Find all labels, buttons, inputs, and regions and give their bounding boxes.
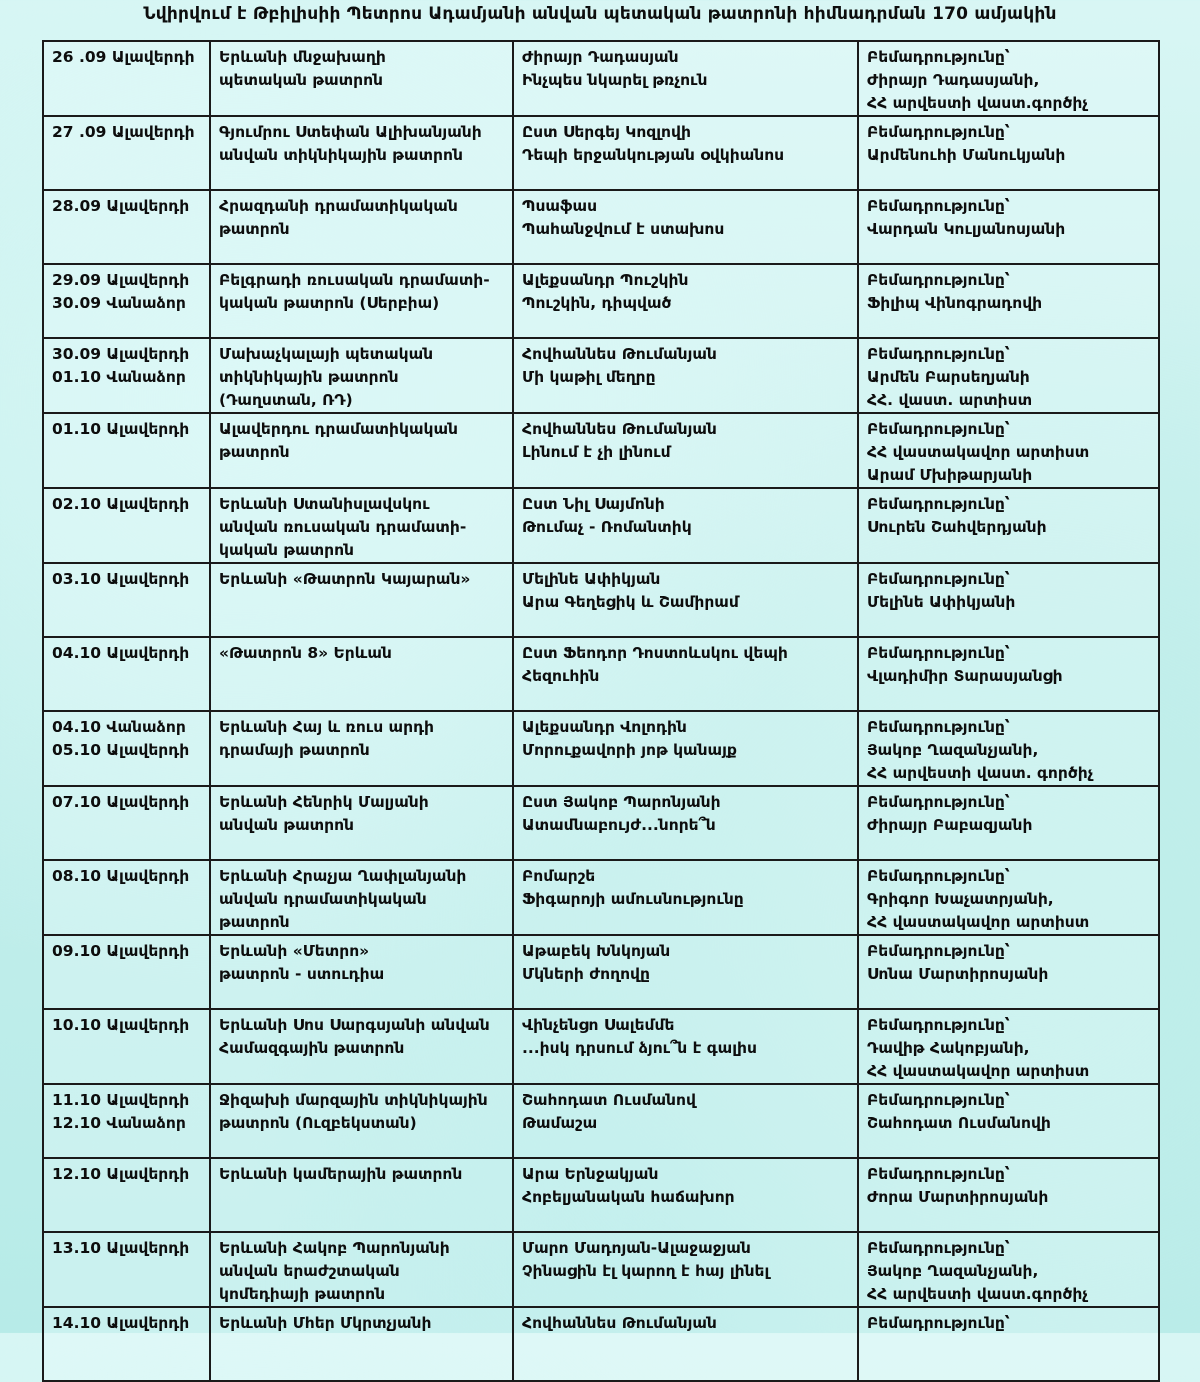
director-line: Արամ Մխիթարյանի bbox=[867, 466, 1033, 484]
theatre-line: կական թատրոն (Սերբիա) bbox=[219, 294, 440, 312]
director-line: Բեմադրությունը՝ bbox=[867, 1165, 1010, 1183]
director-line: Բեմադրությունը՝ bbox=[867, 570, 1010, 588]
director-line: Ֆիլիպ Վինոգրադովի bbox=[867, 294, 1043, 312]
theatre-line: Երևանի Մհեր Մկրտչյանի bbox=[219, 1314, 432, 1332]
date-cell bbox=[43, 41, 210, 116]
table-row bbox=[43, 1084, 1159, 1158]
theatre-cell bbox=[210, 1158, 513, 1232]
date-line: 02.10 Ալավերդի bbox=[52, 495, 190, 513]
play-line: Թամաշա bbox=[522, 1114, 598, 1132]
date-cell bbox=[43, 338, 210, 413]
play-line: Մարո Մադոյան-Ալաջաջյան bbox=[522, 1239, 751, 1257]
theatre-line: պետական թատրոն bbox=[219, 71, 383, 89]
director-cell bbox=[858, 1307, 1159, 1381]
play-line: Պուշկին, դիպված bbox=[522, 294, 672, 312]
play-cell bbox=[513, 1232, 858, 1307]
theatre-cell bbox=[210, 935, 513, 1009]
play-line: Պահանջվում է ստախոս bbox=[522, 220, 725, 238]
theatre-cell bbox=[210, 1232, 513, 1307]
director-line: Բեմադրությունը՝ bbox=[867, 718, 1010, 736]
play-cell bbox=[513, 264, 858, 338]
play-line: Ժիրայր Դադասյան bbox=[522, 48, 679, 66]
date-cell bbox=[43, 563, 210, 637]
director-line: Վլադիմիր Տարասյանցի bbox=[867, 667, 1063, 685]
theatre-line: տիկնիկային թատրոն bbox=[219, 368, 399, 386]
theatre-line: Բելգրադի ռուսական դրամատի- bbox=[219, 271, 490, 289]
play-cell bbox=[513, 190, 858, 264]
theatre-line: Համազգային թատրոն bbox=[219, 1039, 405, 1057]
play-cell bbox=[513, 935, 858, 1009]
director-cell bbox=[858, 563, 1159, 637]
theatre-line: կական թատրոն bbox=[219, 541, 354, 559]
table-row bbox=[43, 338, 1159, 413]
table-row bbox=[43, 1232, 1159, 1307]
date-cell bbox=[43, 116, 210, 190]
date-cell bbox=[43, 860, 210, 935]
date-line: 01.10 Ալավերդի bbox=[52, 420, 190, 438]
director-line: ՀՀ վաստակավոր արտիստ bbox=[867, 443, 1090, 461]
date-line: 04.10 Ալավերդի bbox=[52, 644, 190, 662]
play-line: Ալեքսանդր Պուշկին bbox=[522, 271, 689, 289]
theatre-cell bbox=[210, 338, 513, 413]
theatre-line: անվան դրամատիկական bbox=[219, 890, 427, 908]
play-line: Արա Երնջակյան bbox=[522, 1165, 659, 1183]
theatre-line: անվան երաժշտական bbox=[219, 1262, 400, 1280]
director-line: Վարդան Կուլյանոսյանի bbox=[867, 220, 1066, 238]
theatre-line: Գյումրու Ստեփան Ալիխանյանի bbox=[219, 123, 482, 141]
director-line: Բեմադրությունը՝ bbox=[867, 1016, 1010, 1034]
theatre-cell bbox=[210, 41, 513, 116]
play-cell bbox=[513, 413, 858, 488]
theatre-line: Երևանի Հայ և ռուս արդի bbox=[219, 718, 434, 736]
date-cell bbox=[43, 1232, 210, 1307]
director-cell bbox=[858, 711, 1159, 786]
theatre-cell bbox=[210, 1009, 513, 1084]
director-line: Բեմադրությունը՝ bbox=[867, 197, 1010, 215]
table-row bbox=[43, 711, 1159, 786]
date-line: 30.09 Ալավերդի bbox=[52, 345, 190, 363]
date-line: 01.10 Վանաձոր bbox=[52, 368, 186, 386]
director-line: Ժիրայր Դադասյանի, bbox=[867, 71, 1040, 89]
director-line: Բեմադրությունը՝ bbox=[867, 48, 1010, 66]
play-line: Դեպի երջանկության օվկիանոս bbox=[522, 146, 785, 164]
director-line: Բեմադրությունը՝ bbox=[867, 123, 1010, 141]
play-line: ...իսկ դրսում ձյու՞ն է գալիս bbox=[522, 1039, 757, 1057]
page-title: Նվիրվում է Թբիլիսիի Պետրոս Ադամյանի անվան պետական թատրոնի հիմնադրման 170 ամյակին bbox=[143, 4, 1057, 24]
theatre-cell bbox=[210, 488, 513, 563]
theatre-line: Հրազդանի դրամատիկական bbox=[219, 197, 458, 215]
play-line: Ըստ Ֆեոդոր Դոստոևսկու վեպի bbox=[522, 644, 788, 662]
theatre-cell bbox=[210, 116, 513, 190]
director-line: Յակոբ Ղազանչյանի, bbox=[867, 1262, 1039, 1280]
director-cell bbox=[858, 116, 1159, 190]
play-cell bbox=[513, 41, 858, 116]
date-line: 05.10 Ալավերդի bbox=[52, 741, 190, 759]
table-row bbox=[43, 1009, 1159, 1084]
director-line: Բեմադրությունը՝ bbox=[867, 942, 1010, 960]
play-line: Լինում է չի լինում bbox=[522, 443, 671, 461]
theatre-line: անվան տիկնիկային թատրոն bbox=[219, 146, 463, 164]
date-line: 26 .09 Ալավերդի bbox=[52, 48, 195, 66]
date-line: 09.10 Ալավերդի bbox=[52, 942, 190, 960]
theatre-cell bbox=[210, 1307, 513, 1381]
director-cell bbox=[858, 413, 1159, 488]
director-cell bbox=[858, 1158, 1159, 1232]
date-line: 04.10 Վանաձոր bbox=[52, 718, 186, 736]
director-line: Բեմադրությունը՝ bbox=[867, 1091, 1010, 1109]
date-line: 08.10 Ալավերդի bbox=[52, 867, 190, 885]
play-line: Ինչպես նկարել թռչուն bbox=[522, 71, 708, 89]
theatre-line: դրամայի թատրոն bbox=[219, 741, 370, 759]
director-line: Դավիթ Հակոբյանի, bbox=[867, 1039, 1030, 1057]
date-cell bbox=[43, 935, 210, 1009]
table-row bbox=[43, 1307, 1159, 1381]
play-cell bbox=[513, 1084, 858, 1158]
date-cell bbox=[43, 637, 210, 711]
theatre-line: Երևանի կամերային թատրոն bbox=[219, 1165, 463, 1183]
director-line: Արմեն Բարսեղյանի bbox=[867, 368, 1030, 386]
play-line: Մելինե Ափիկյան bbox=[522, 570, 661, 588]
play-line: Չինացին էլ կարող է հայ լինել bbox=[522, 1262, 770, 1280]
director-cell bbox=[858, 190, 1159, 264]
theatre-cell bbox=[210, 190, 513, 264]
theatre-line: Երևանի մնջախաղի bbox=[219, 48, 386, 66]
play-line: Աթաբեկ Խնկոյան bbox=[522, 942, 671, 960]
theatre-line: թատրոն (Ուզբեկստան) bbox=[219, 1114, 417, 1132]
theatre-line: (Դաղստան, ՌԴ) bbox=[219, 391, 353, 409]
theatre-line: Երևանի «Մետրո» bbox=[219, 942, 370, 960]
play-line: Հովհաննես Թումանյան bbox=[522, 1314, 717, 1332]
director-line: ՀՀ արվեստի վաստ.գործիչ bbox=[867, 1285, 1088, 1303]
director-line: ՀՀ վաստակավոր արտիստ bbox=[867, 1062, 1090, 1080]
theatre-line: կոմեդիայի թատրոն bbox=[219, 1285, 386, 1303]
play-cell bbox=[513, 563, 858, 637]
theatre-line: անվան թատրոն bbox=[219, 816, 354, 834]
table-row bbox=[43, 488, 1159, 563]
director-cell bbox=[858, 860, 1159, 935]
table-row bbox=[43, 413, 1159, 488]
date-line: 12.10 Վանաձոր bbox=[52, 1114, 186, 1132]
date-line: 11.10 Ալավերդի bbox=[52, 1091, 190, 1109]
director-cell bbox=[858, 41, 1159, 116]
play-line: Ատամնաբույժ...նորե՞ն bbox=[522, 816, 716, 834]
date-line: 12.10 Ալավերդի bbox=[52, 1165, 190, 1183]
director-line: Բեմադրությունը՝ bbox=[867, 644, 1010, 662]
play-line: Բոմարշե bbox=[522, 867, 596, 885]
theatre-line: թատրոն bbox=[219, 220, 290, 238]
play-line: Մի կաթիլ մեղրը bbox=[522, 368, 656, 386]
play-line: Մորուքավորի յոթ կանայք bbox=[522, 741, 737, 759]
director-line: Բեմադրությունը՝ bbox=[867, 271, 1010, 289]
play-line: Հովհաննես Թումանյան bbox=[522, 345, 717, 363]
date-cell bbox=[43, 488, 210, 563]
play-line: Թումաչ - Ռոմանտիկ bbox=[522, 518, 692, 536]
schedule-body bbox=[43, 41, 1159, 1381]
date-line: 03.10 Ալավերդի bbox=[52, 570, 190, 588]
date-cell bbox=[43, 1307, 210, 1381]
play-cell bbox=[513, 116, 858, 190]
play-line: Վինչենցո Սալեմմե bbox=[522, 1016, 675, 1034]
date-line: 28.09 Ալավերդի bbox=[52, 197, 190, 215]
director-line: Բեմադրությունը՝ bbox=[867, 1314, 1010, 1332]
theatre-line: Երևանի Սոս Սարգսյանի անվան bbox=[219, 1016, 490, 1034]
date-line: 10.10 Ալավերդի bbox=[52, 1016, 190, 1034]
date-line: 13.10 Ալավերդի bbox=[52, 1239, 190, 1257]
play-cell bbox=[513, 338, 858, 413]
date-cell bbox=[43, 1084, 210, 1158]
theatre-cell bbox=[210, 860, 513, 935]
play-line: Մկների ժողովը bbox=[522, 965, 650, 983]
date-line: 29.09 Ալավերդի bbox=[52, 271, 190, 289]
director-line: Սուրեն Շահվերդյանի bbox=[867, 518, 1047, 536]
play-cell bbox=[513, 1158, 858, 1232]
director-cell bbox=[858, 338, 1159, 413]
table-row bbox=[43, 637, 1159, 711]
theatre-line: թատրոն bbox=[219, 913, 290, 931]
table-row bbox=[43, 116, 1159, 190]
play-cell bbox=[513, 711, 858, 786]
director-line: Շահոդատ Ուսմանովի bbox=[867, 1114, 1051, 1132]
play-cell bbox=[513, 637, 858, 711]
play-line: Հեզուհին bbox=[522, 667, 600, 685]
date-cell bbox=[43, 413, 210, 488]
date-line: 30.09 Վանաձոր bbox=[52, 294, 186, 312]
table-row bbox=[43, 264, 1159, 338]
date-cell bbox=[43, 264, 210, 338]
director-line: Բեմադրությունը՝ bbox=[867, 793, 1010, 811]
theatre-line: անվան ռուսական դրամատի- bbox=[219, 518, 467, 536]
date-cell bbox=[43, 190, 210, 264]
date-cell bbox=[43, 1158, 210, 1232]
director-line: Սոնա Մարտիրոսյանի bbox=[867, 965, 1049, 983]
director-cell bbox=[858, 264, 1159, 338]
date-cell bbox=[43, 711, 210, 786]
theatre-line: Մախաչկալայի պետական bbox=[219, 345, 434, 363]
director-line: Ժորա Մարտիրոսյանի bbox=[867, 1188, 1049, 1206]
play-cell bbox=[513, 786, 858, 860]
play-line: Ալեքսանդր Վոլոդին bbox=[522, 718, 687, 736]
director-cell bbox=[858, 488, 1159, 563]
director-line: Գրիգոր Խաչատրյանի, bbox=[867, 890, 1054, 908]
table-row bbox=[43, 41, 1159, 116]
table-row bbox=[43, 786, 1159, 860]
director-cell bbox=[858, 1232, 1159, 1307]
theatre-line: Ալավերդու դրամատիկական bbox=[219, 420, 458, 438]
play-line: Ֆիգարոյի ամուսնությունը bbox=[522, 890, 744, 908]
theatre-line: Երևանի Հրաչյա Ղափլանյանի bbox=[219, 867, 467, 885]
director-line: Բեմադրությունը՝ bbox=[867, 420, 1010, 438]
play-line: Ըստ Նիլ Սայմոնի bbox=[522, 495, 665, 513]
play-cell bbox=[513, 1009, 858, 1084]
play-cell bbox=[513, 1307, 858, 1381]
theatre-line: Երևանի Ստանիսլավսկու bbox=[219, 495, 430, 513]
director-cell bbox=[858, 935, 1159, 1009]
play-line: Շահոդատ Ուսմանով bbox=[522, 1091, 696, 1109]
theatre-cell bbox=[210, 1084, 513, 1158]
play-cell bbox=[513, 860, 858, 935]
director-line: Բեմադրությունը՝ bbox=[867, 345, 1010, 363]
play-line: Արա Գեղեցիկ և Շամիրամ bbox=[522, 593, 739, 611]
table-row bbox=[43, 860, 1159, 935]
director-line: Արմենուհի Մանուկյանի bbox=[867, 146, 1066, 164]
director-cell bbox=[858, 1084, 1159, 1158]
play-cell bbox=[513, 488, 858, 563]
theatre-line: թատրոն - ստուդիա bbox=[219, 965, 385, 983]
director-line: Բեմադրությունը՝ bbox=[867, 1239, 1010, 1257]
play-line: Պսաֆաս bbox=[522, 197, 598, 215]
theatre-line: Ջիզախի մարզային տիկնիկային bbox=[219, 1091, 488, 1109]
director-line: ՀՀ արվեստի վաստ. գործիչ bbox=[867, 764, 1094, 782]
director-cell bbox=[858, 637, 1159, 711]
date-line: 07.10 Ալավերդի bbox=[52, 793, 190, 811]
play-line: Հոբելյանական հաճախոր bbox=[522, 1188, 735, 1206]
theatre-cell bbox=[210, 786, 513, 860]
theatre-cell bbox=[210, 637, 513, 711]
director-line: ՀՀ վաստակավոր արտիստ bbox=[867, 913, 1090, 931]
play-line: Ըստ Սերգեյ Կոզլովի bbox=[522, 123, 691, 141]
director-line: Մելինե Ափիկյանի bbox=[867, 593, 1016, 611]
date-line: 14.10 Ալավերդի bbox=[52, 1314, 190, 1332]
table-row bbox=[43, 1158, 1159, 1232]
theatre-line: թատրոն bbox=[219, 443, 290, 461]
table-row bbox=[43, 563, 1159, 637]
theatre-line: Երևանի Հենրիկ Մալյանի bbox=[219, 793, 429, 811]
theatre-cell bbox=[210, 413, 513, 488]
theatre-line: Երևանի «Թատրոն Կայարան» bbox=[219, 570, 471, 588]
theatre-cell bbox=[210, 563, 513, 637]
director-cell bbox=[858, 786, 1159, 860]
theatre-cell bbox=[210, 711, 513, 786]
director-cell bbox=[858, 1009, 1159, 1084]
director-line: Բեմադրությունը՝ bbox=[867, 495, 1010, 513]
theatre-cell bbox=[210, 264, 513, 338]
date-cell bbox=[43, 1009, 210, 1084]
director-line: Ժիրայր Բաբազյանի bbox=[867, 816, 1033, 834]
theatre-line: Երևանի Հակոբ Պարոնյանի bbox=[219, 1239, 450, 1257]
play-line: Ըստ Յակոբ Պարոնյանի bbox=[522, 793, 721, 811]
theatre-line: «Թատրոն 8» Երևան bbox=[219, 644, 392, 662]
table-row bbox=[43, 190, 1159, 264]
schedule-table bbox=[42, 40, 1160, 1382]
director-line: ՀՀ արվեստի վաստ.գործիչ bbox=[867, 94, 1088, 112]
date-cell bbox=[43, 786, 210, 860]
date-line: 27 .09 Ալավերդի bbox=[52, 123, 195, 141]
director-line: ՀՀ. վաստ. արտիստ bbox=[867, 391, 1033, 409]
play-line: Հովհաննես Թումանյան bbox=[522, 420, 717, 438]
table-row bbox=[43, 935, 1159, 1009]
director-line: Յակոբ Ղազանչյանի, bbox=[867, 741, 1039, 759]
director-line: Բեմադրությունը՝ bbox=[867, 867, 1010, 885]
